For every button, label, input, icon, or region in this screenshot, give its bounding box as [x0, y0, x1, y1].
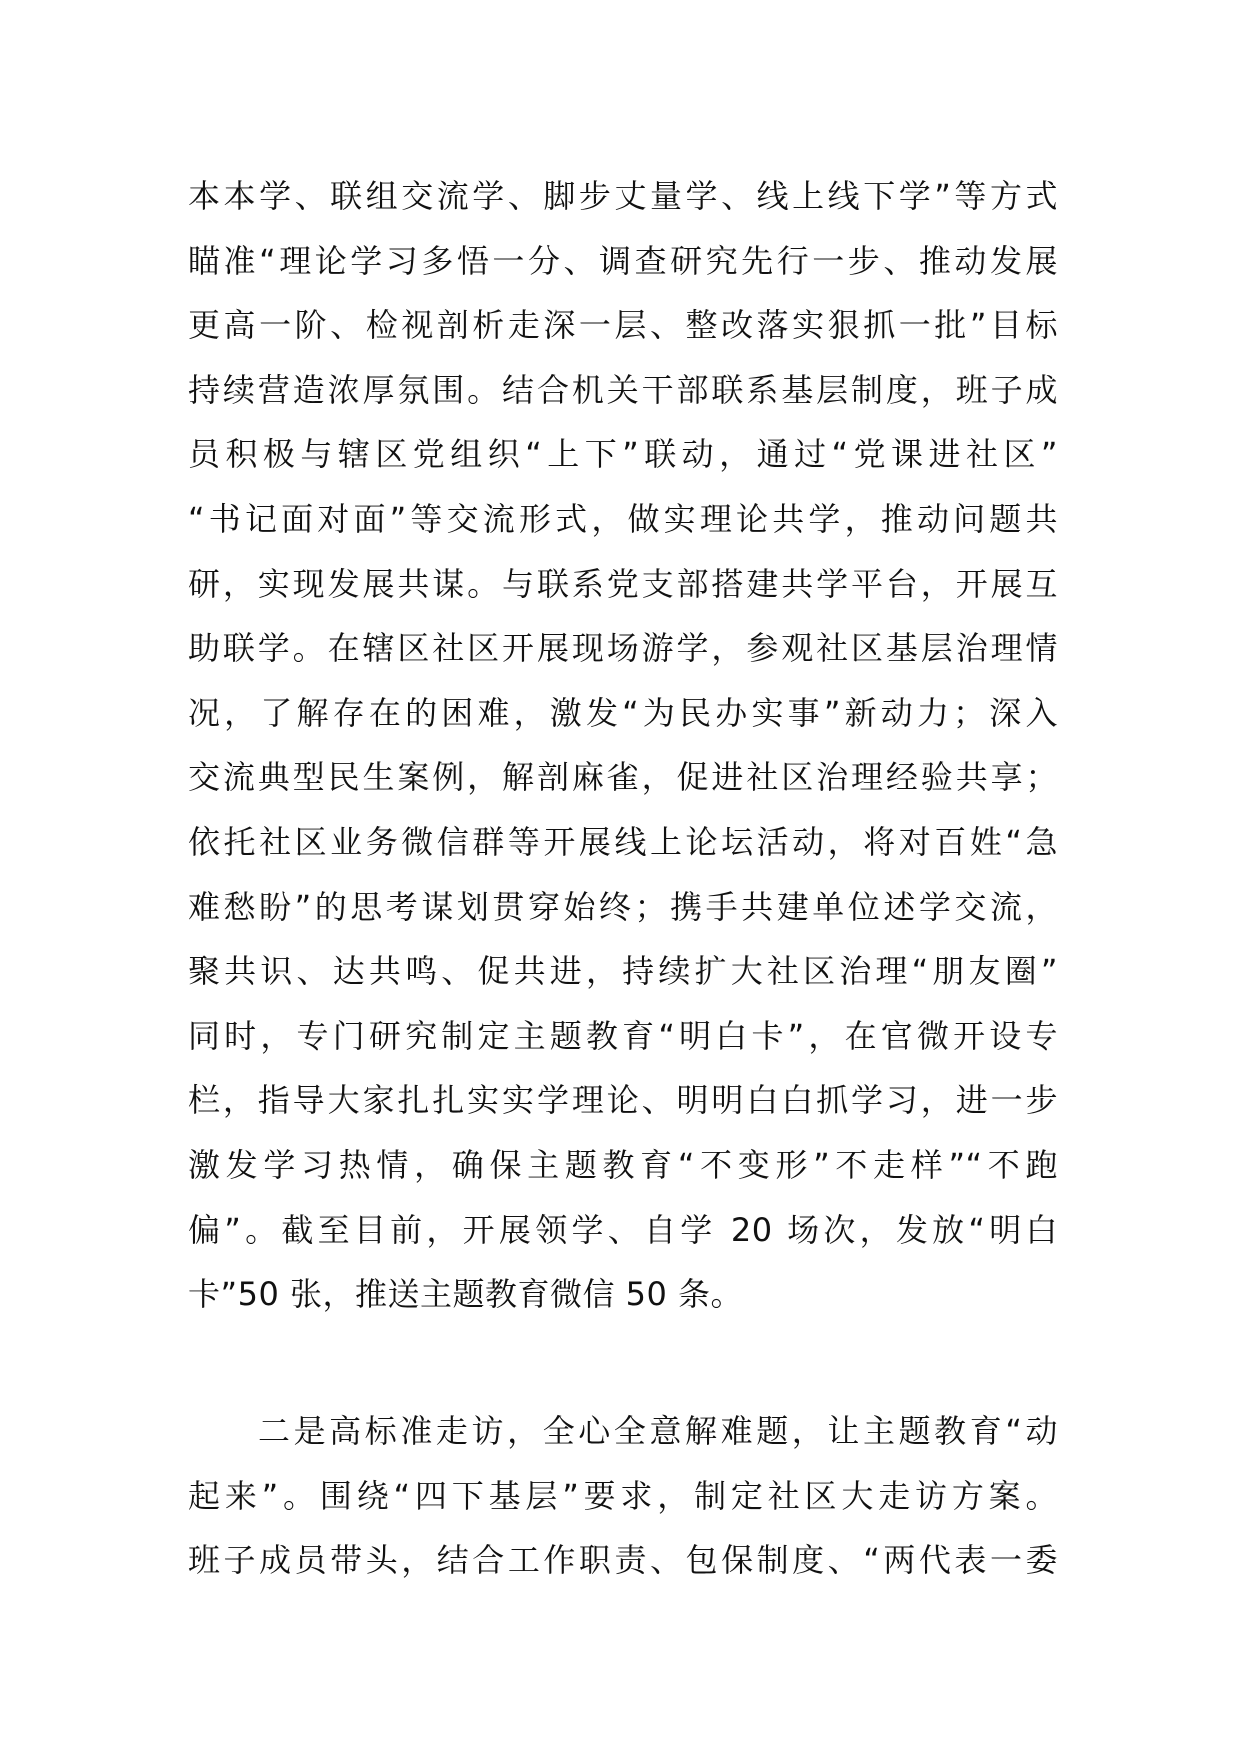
text-line: 栏，指导大家扎扎实实学理论、明明白白抓学习，进一步	[188, 1081, 1058, 1120]
text-line: 偏”。截至目前，开展领学、自学 20 场次，发放“明白	[188, 1210, 1058, 1249]
text-line: 更高一阶、检视剖析走深一层、整改落实狠抓一批”目标	[188, 306, 1058, 345]
text-line: 持续营造浓厚氛围。结合机关干部联系基层制度，班子成	[188, 370, 1058, 409]
text-line: 卡”50 张，推送主题教育微信 50 条。	[188, 1275, 744, 1314]
text-line: 难愁盼”的思考谋划贯穿始终；携手共建单位述学交流，	[188, 887, 1058, 926]
text-line: 班子成员带头，结合工作职责、包保制度、“两代表一委	[188, 1541, 1058, 1580]
text-line: 二是高标准走访，全心全意解难题，让主题教育“动	[258, 1412, 1058, 1450]
text-line: 依托社区业务微信群等开展线上论坛活动，将对百姓“急	[188, 822, 1058, 861]
text-line: 起来”。围绕“四下基层”要求，制定社区大走访方案。	[188, 1476, 1058, 1515]
text-line: 激发学习热情，确保主题教育“不变形”不走样”“不跑	[188, 1145, 1058, 1184]
text-line: 况，了解存在的困难，激发“为民办实事”新动力；深入	[188, 693, 1058, 732]
paragraph-continuation	[188, 164, 1058, 1327]
text-line: 瞄准“理论学习多悟一分、调查研究先行一步、推动发展	[188, 241, 1058, 280]
paragraph-section-two	[188, 1399, 1058, 1593]
text-line: 同时，专门研究制定主题教育“明白卡”，在官微开设专	[188, 1016, 1058, 1055]
text-line: 员积极与辖区党组织“上下”联动，通过“党课进社区”	[188, 435, 1058, 474]
text-line: 研，实现发展共谋。与联系党支部搭建共学平台，开展互	[188, 564, 1058, 603]
text-line: 交流典型民生案例，解剖麻雀，促进社区治理经验共享；	[188, 758, 1058, 797]
text-line: 聚共识、达共鸣、促共进，持续扩大社区治理“朋友圈”	[188, 952, 1058, 991]
text-line: “书记面对面”等交流形式，做实理论共学，推动问题共	[188, 499, 1058, 538]
text-line: 助联学。在辖区社区开展现场游学，参观社区基层治理情	[188, 629, 1058, 668]
text-line: 本本学、联组交流学、脚步丈量学、线上线下学”等方式	[188, 177, 1058, 215]
